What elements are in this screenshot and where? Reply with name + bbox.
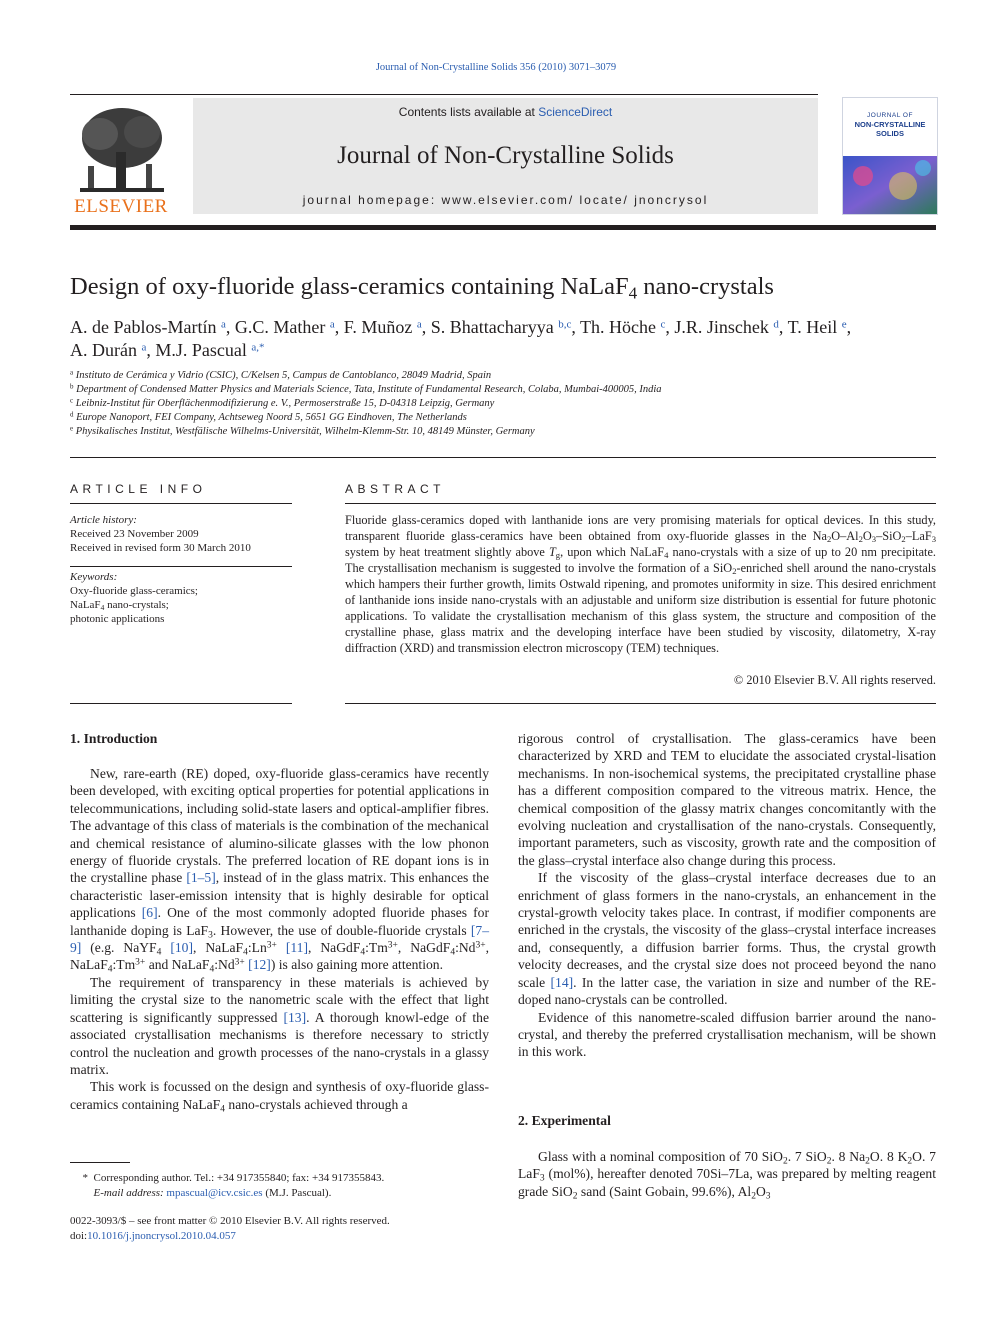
- journal-homepage[interactable]: journal homepage: www.elsevier.com/ locate/ jnoncrysol: [302, 193, 709, 207]
- divider: [70, 457, 936, 458]
- cover-line2: NON-CRYSTALLINE SOLIDS: [854, 120, 926, 138]
- divider: [345, 703, 936, 704]
- author: S. Bhattacharyya $^{b,c}$,: [430, 317, 581, 337]
- affiliation: $^c$ Leibniz-Institut für Oberflächenmodifizierung e. V., Permoserstraße 15, D-04318 Leipzig, Germany: [70, 396, 495, 409]
- divider: [70, 503, 292, 504]
- article-title: Design of oxy-fluoride glass-ceramics containing NaLaF$_4$ nano-crystals: [70, 273, 774, 303]
- author: G.C. Mather $^a$,: [234, 317, 344, 337]
- affiliation: $^a$ Instituto de Cerámica y Vidrio (CSIC), C/Kelsen 5, Campus de Cantoblanco, 28049 Madrid, Spain: [70, 368, 492, 381]
- header-thick-rule: [70, 225, 936, 230]
- journal-title: Journal of Non-Crystalline Solids: [337, 142, 674, 169]
- experimental-text: Glass with a nominal composition of 70 SiO$_2$. 7 SiO$_2$. 8 $Na_2O$. 8 $K_2O$. 7 LaF$_3$ (mol%), hereafter denoted 70Si–7La, was prepared by melting reagent grade SiO$_2$ sand (Saint Gobain, 99.6%), $Al_2O_3$: [518, 1149, 936, 1202]
- front-matter: 0022-3093/$ – see front matter © 2010 Elsevier B.V. All rights reserved. doi:10.1016/j.jnoncrysol.2010.04.057: [70, 1215, 390, 1242]
- affiliation: $^b$ Department of Condensed Matter Physics and Materials Science, Tata, Institute of Fundamental Research, Colaba, Mumbai-400005, India: [70, 382, 662, 395]
- elsevier-wordmark: ELSEVIER: [74, 196, 168, 217]
- affiliation: $^e$ Physikalisches Institut, Westfälische Wilhelms-Universität, Wilhelm-Klemm-Str. 10, 48149 Münster, Germany: [70, 424, 535, 437]
- divider: [70, 703, 292, 704]
- author-list: [70, 316, 936, 362]
- abstract-text: Fluoride glass-ceramics doped with lanthanide ions are very promising materials for optical devices. In this study, transparent fluoride glass-ceramics have been obtained from oxy-fluoride glasses in the $Na_2O-Al_2O_3-SiO_2-LaF_3$ system by heat treatment slightly above $T_g$, upon which NaLaF$_4$ nano-crystals with a size of up to 20 nm precipitate. The crystallisation mechanism is suggested to involve the formation of a SiO$_2$-enriched shell around the nano-crystals which hampers their further growth, limits Ostwald ripening, and promotes uniformity in size. This desired enrichment of lanthanide ions inside nano-crystals with an adjustable and uniform size distribution is essential for future photonic applications. To validate the crystallisation mechanism of this glass system, the structure and composition of the crystalline phase, glass matrix and the developing interface have been studied by viscosity, dilatometry, X-ray diffraction (XRD) and transmission electron microscopy (TEM) techniques.: [345, 513, 936, 655]
- email-link[interactable]: mpascual@icv.csic.es: [166, 1187, 263, 1199]
- divider: [345, 503, 936, 504]
- footnote-corresponding: * Corresponding author. Tel.: +34 917355840; fax: +34 917355843. E-mail address: mpascual@icv.csic.es (M.J. Pascual).: [82, 1172, 385, 1199]
- cover-line1: JOURNAL OF: [867, 112, 913, 119]
- section-heading-introduction: 1. Introduction: [70, 731, 158, 746]
- section-heading-experimental: 2. Experimental: [518, 1113, 611, 1128]
- divider: [70, 566, 292, 567]
- doi-link[interactable]: 10.1016/j.jnoncrysol.2010.04.057: [87, 1230, 236, 1242]
- author: T. Heil $^e$,: [787, 317, 852, 337]
- affiliation: $^d$ Europe Nanoport, FEI Company, Achtseweg Noord 5, 5651 GG Eindhoven, The Netherlands: [70, 410, 467, 423]
- article-history: Article history: Received 23 November 2009 Received in revised form 30 March 2010: [70, 514, 251, 554]
- sciencedirect-link[interactable]: ScienceDirect: [538, 105, 613, 119]
- body-column-left: New, rare-earth (RE) doped, oxy-fluoride glass-ceramics have recently been developed, with exciting optical properties for potential applications in telecommunications, including solid-state lasers and optical-amplifier fibres. The advantage of this class of materials is the combination of the mechanical and chemical resistance of alumino-silicate glasses with the low phonon energy of fluoride crystals. The preferred location of RE dopant ions is in the crystalline phase [1–5], instead of in the glass matrix. This enhances the characteristic laser-emission intensity that is highly desirable for optical applications [6]. One of the most commonly adopted fluoride phases for lanthanide doping is LaF$_3$. However, the use of double-fluoride crystals [7–9] (e.g. NaYF$_4$ [10], $NaLaF_4:Ln^{3+}$ [11], $NaGdF_4:Tm^{3+}$, $NaGdF_4:Nd^{3+}$, $NaLaF_4:Tm^{3+}$ and $NaLaF_4:Nd^{3+}$ [12]) is also gaining more attention. The requirement of transparency in these materials is achieved by limiting the crystal size to the nanometric scale with the effect that light scattering is significantly suppressed [13]. A thorough knowl-edge of the associated crystallisation mechanisms is therefore necessary to strictly control the nucleation and growth processes of the nano-crystals in a glassy matrix. This work is focussed on the design and synthesis of oxy-fluoride glass-ceramics containing NaLaF$_4$ nano-crystals achieved through a: [70, 766, 489, 1115]
- author: J.R. Jinschek $^d$,: [674, 317, 788, 337]
- footnote-rule: [70, 1162, 130, 1163]
- author: A. de Pablos-Martín $^a$,: [70, 317, 235, 337]
- journal-cover-thumbnail: [842, 97, 938, 215]
- body-column-right: rigorous control of crystallisation. The glass-ceramics have been characterized by XRD and TEM to elucidate the associated crystal-lisation mechanisms. In non-isochemical systems, the precipitated crystalline phase has a different composition compared to the vitreous matrix. Hence, the chemical composition of the glassy matrix changes concomitantly with the evolving nucleation and crystallisation of the nano-crystals. Consequently, important parameters, such as viscosity, growth rate and the composition of the glass–crystal interface also change during this process. If the viscosity of the glass–crystal interface decreases due to an enrichment of glass formers in the nano-crystals, an enhancement in the crystal-growth velocity takes place. In contrast, if modifier components are enriched in the crystals, the viscosity of the glass–crystal interface increases and, consequently, a diffusion barrier forms. Thus, the crystal growth velocity decreases, and the crystal size does not proceed beyond the nano scale [14]. In the latter case, the variation in size and number of the RE-doped nano-crystals can be controlled. Evidence of this nanometre-scaled diffusion barrier around the nano-crystal, and thereby the preferred crystallisation mechanism, will be shown in this work.: [518, 731, 936, 1060]
- author: M.J. Pascual $^{a,*}$: [155, 340, 265, 360]
- journal-citation-link[interactable]: Journal of Non-Crystalline Solids 356 (2010) 3071–3079: [375, 62, 617, 73]
- cover-image: [843, 156, 937, 214]
- keywords: Keywords: Oxy-fluoride glass-ceramics; NaLaF$_4$ nano-crystals; photonic applications: [70, 571, 198, 625]
- abstract-heading: ABSTRACT: [345, 482, 446, 496]
- author: A. Durán $^a$,: [70, 340, 156, 360]
- article-info-heading: ARTICLE INFO: [70, 482, 207, 496]
- header-rule: [70, 94, 818, 95]
- author: F. Muñoz $^a$,: [343, 317, 431, 337]
- contents-line: Contents lists available at ScienceDirect: [398, 105, 613, 119]
- author: Th. Höche $^c$,: [580, 317, 675, 337]
- copyright: © 2010 Elsevier B.V. All rights reserved.: [733, 673, 936, 687]
